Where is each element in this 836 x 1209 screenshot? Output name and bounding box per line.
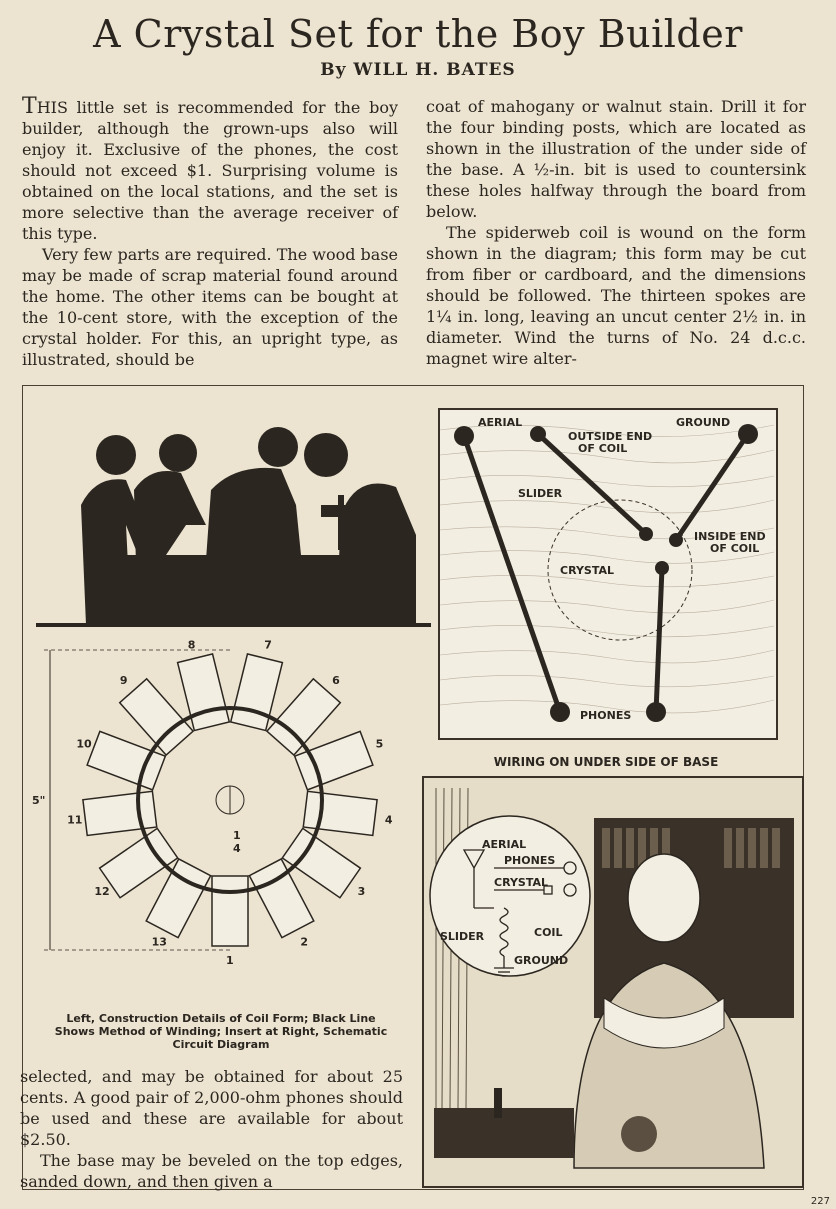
knitting-woman-illustration xyxy=(424,778,800,1184)
left-paragraph-2: Very few parts are required. The wood base may be made of scrap material found around the home. The other items can be bought at the 10-cent store, with the exception of the crystal holder. For this, an upright type, as illustrated, should be xyxy=(22,245,398,369)
label-crystal: CRYSTAL xyxy=(560,564,615,577)
label-slider: SLIDER xyxy=(518,487,563,500)
schematic-phones: PHONES xyxy=(504,854,556,867)
spoke-number: 8 xyxy=(187,640,196,652)
schematic-coil: COIL xyxy=(534,926,563,939)
center-label-den: 4 xyxy=(233,842,241,855)
bottom-paragraph-1: selected, and may be obtained for about 25 cents. A good pair of 2,000-ohm phones should be used and these are available for about $2.50. xyxy=(20,1067,403,1149)
spoke-number: 3 xyxy=(357,884,366,898)
spoke-number: 9 xyxy=(119,674,128,688)
right-column xyxy=(426,96,806,369)
spoke-number: 10 xyxy=(76,737,92,751)
label-outside-end: OUTSIDE END xyxy=(568,430,653,443)
coil-spoke xyxy=(303,791,377,835)
page-number: 227 xyxy=(810,1196,830,1207)
spoke-number: 1 xyxy=(226,954,234,967)
right-paragraph-2: The spiderweb coil is wound on the form shown in the diagram; this form may be cut from fiber or cardboard, and the dimensions should be followed. The thirteen spokes are 1¼ in. long, leaving an uncut center 2½ in. in diameter. Wind the turns of No. 24 d.c.c. magnet wire alter- xyxy=(426,223,806,368)
article-byline: By WILL H. BATES xyxy=(320,60,516,80)
schematic-slider: SLIDER xyxy=(440,930,485,943)
spoke-number: 2 xyxy=(300,935,309,949)
schematic-crystal: CRYSTAL xyxy=(494,876,549,889)
label-ground: GROUND xyxy=(676,416,731,429)
spoke-number: 5 xyxy=(375,737,384,751)
left-paragraph-1: THIS little set is recommended for the boy builder, although the grown-ups also will enjoy it. Exclusive of the phones, the cost should not exceed $1. Surprising volume is obtained on the local stations, and the set is more selective than the average receiver of this type. xyxy=(22,94,398,243)
label-of-coil-2: OF COIL xyxy=(710,542,760,555)
bottom-paragraph-2: The base may be beveled on the top edges, sanded down, and then given a xyxy=(20,1151,403,1191)
spoke-number: 7 xyxy=(264,640,272,652)
schematic-aerial: AERIAL xyxy=(482,838,527,851)
figure-caption-line-3: Circuit Diagram xyxy=(172,1038,270,1051)
left-column xyxy=(22,96,398,370)
spoke-number: 12 xyxy=(94,884,110,898)
label-phones: PHONES xyxy=(580,709,632,722)
article-title: A Crystal Set for the Boy Builder xyxy=(93,12,743,56)
drop-cap: T xyxy=(22,94,37,119)
spoke-number: 4 xyxy=(384,813,393,827)
height-label: 5" xyxy=(32,794,46,807)
coil-form-diagram xyxy=(30,640,425,970)
figure-caption-line-1: Left, Construction Details of Coil Form; Black Line xyxy=(66,1012,376,1025)
silhouette-illustration xyxy=(36,395,431,635)
figure-caption xyxy=(22,1012,420,1051)
coil-spoke xyxy=(212,876,248,946)
label-of-coil-1: OF COIL xyxy=(578,442,628,455)
label-aerial: AERIAL xyxy=(478,416,523,429)
spoke-number: 11 xyxy=(67,813,83,827)
spoke-number: 6 xyxy=(332,674,340,688)
right-paragraph-1: coat of mahogany or walnut stain. Drill it for the four binding posts, which are located as shown in the illustration of the under side of the base. A ½-in. bit is used to countersink these holes halfway through the board from below. xyxy=(426,97,806,221)
figure-caption-line-2: Shows Method of Winding; Insert at Right, Schematic xyxy=(54,1025,388,1038)
bottom-column xyxy=(20,1066,403,1192)
label-inside-end: INSIDE END xyxy=(694,530,766,543)
coil-spoke xyxy=(83,791,157,835)
schematic-ground: GROUND xyxy=(514,954,569,967)
center-label-num: 1 xyxy=(233,829,241,842)
spoke-number: 13 xyxy=(151,935,167,949)
wiring-diagram xyxy=(440,410,774,736)
wiring-caption: WIRING ON UNDER SIDE OF BASE xyxy=(493,755,719,769)
